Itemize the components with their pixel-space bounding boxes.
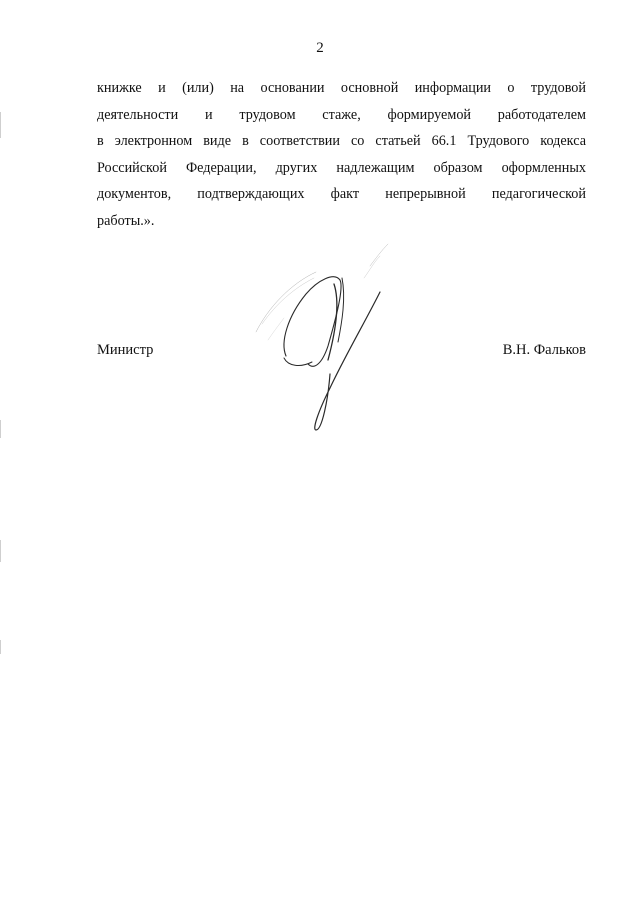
text-line: работы.». [97,212,155,229]
signer-position: Министр [97,342,154,358]
text-line: деятельности и трудовом стаже, формируемой работодателем [97,106,586,123]
scan-artifact [0,540,1,562]
handwritten-signature [248,238,398,438]
page-number: 2 [316,40,324,56]
scan-artifact [0,640,1,654]
scan-artifact [0,112,1,138]
text-line: документов, подтверждающих факт непрерывной педагогической [97,186,586,203]
scan-artifact [0,420,1,438]
text-line: книжке и (или) на основании основной информации о трудовой [97,80,586,96]
text-line: в электронном виде в соответствии со статьей 66.1 Трудового кодекса [97,133,586,150]
text-line: Российской Федерации, других надлежащим образом оформленных [97,159,586,176]
body-paragraph [97,75,586,235]
signer-name: В.Н. Фальков [502,342,586,358]
